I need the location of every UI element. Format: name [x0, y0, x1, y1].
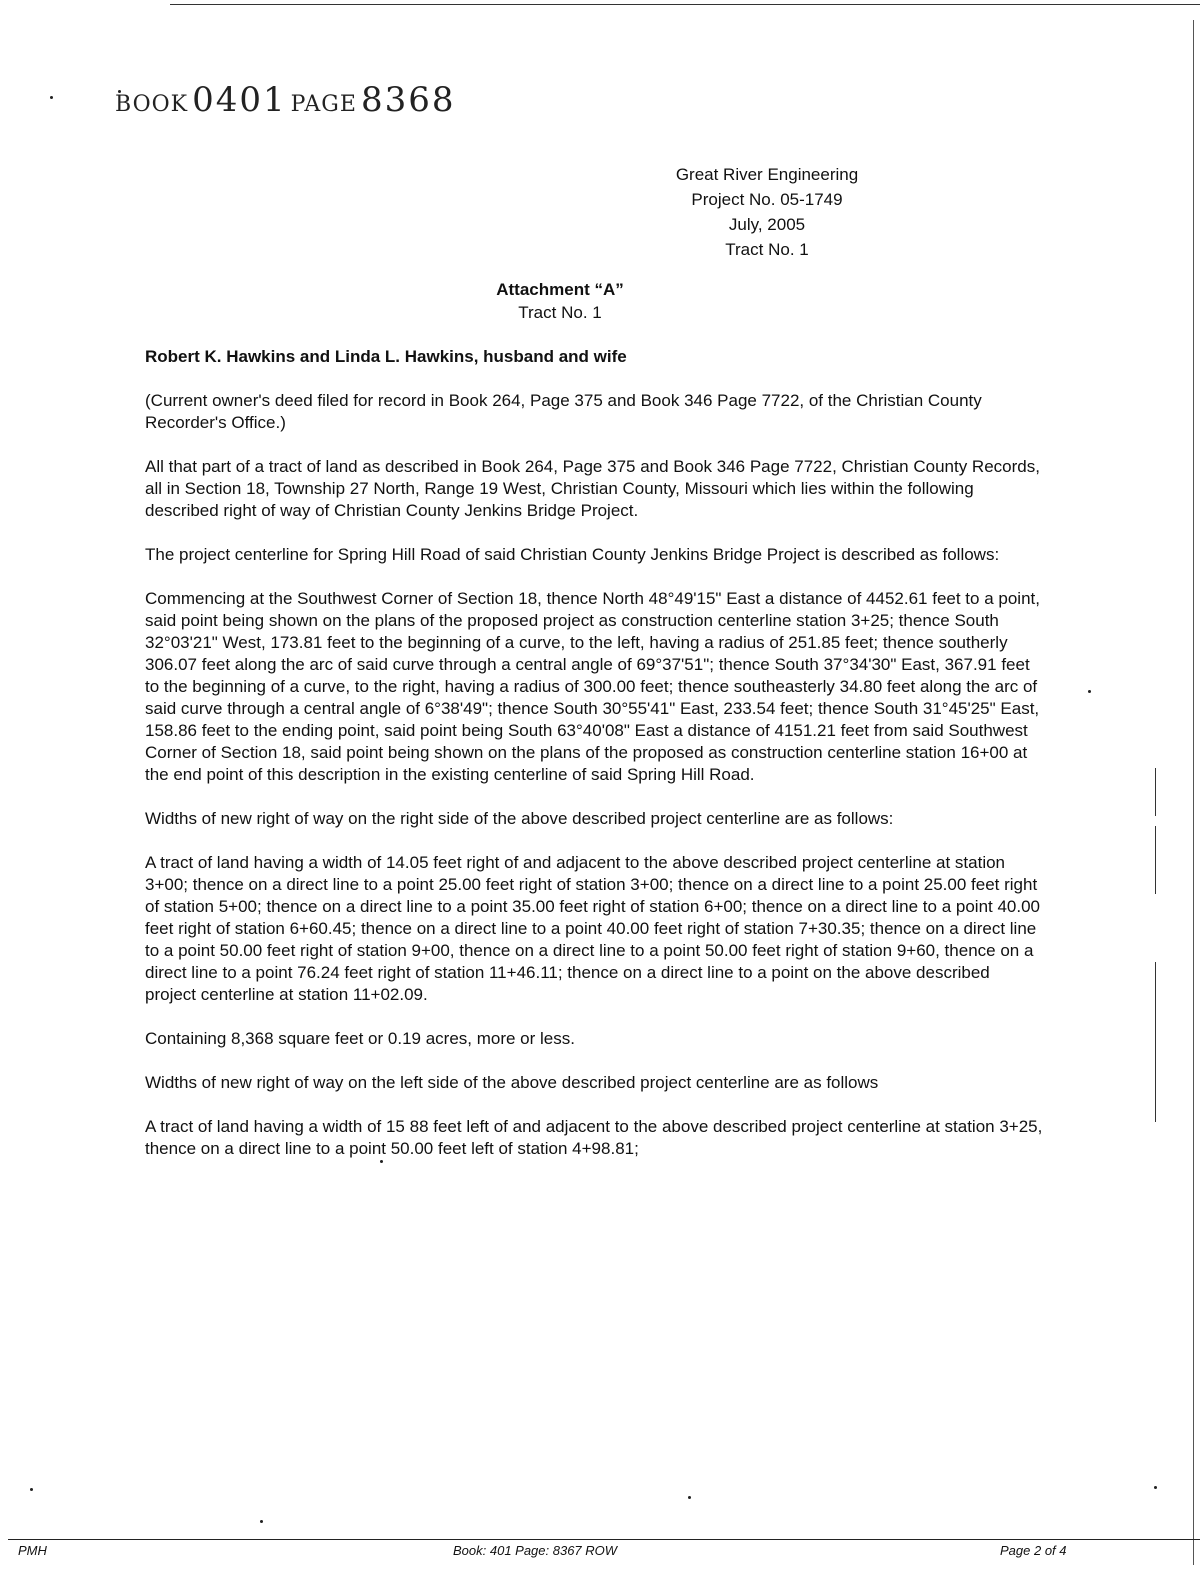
- right-side-intro: Widths of new right of way on the right side of the above described project centerline are as follows:: [145, 809, 894, 828]
- title-tract: Tract No. 1: [518, 303, 602, 322]
- footer-page-number: Page 2 of 4: [1000, 1543, 1067, 1558]
- right-border-line: [1193, 20, 1194, 1565]
- project-number: Project No. 05-1749: [691, 190, 843, 209]
- project-date: July, 2005: [728, 215, 806, 234]
- owner-names: Robert K. Hawkins and Linda L. Hawkins, husband and wife: [145, 347, 627, 366]
- page-number: 8368: [360, 80, 456, 120]
- footer-initials: PMH: [18, 1543, 47, 1558]
- centerline-intro: The project centerline for Spring Hill Road of said Christian County Jenkins Bridge Project is described as follows:: [145, 545, 1000, 564]
- top-border-line: [170, 4, 1200, 5]
- scan-speck: [1154, 1486, 1157, 1489]
- attachment-title: Attachment “A”: [496, 280, 624, 299]
- scan-mark: [1155, 962, 1156, 1122]
- scan-speck: [30, 1488, 33, 1491]
- scan-mark: [1155, 768, 1156, 816]
- tract-description: All that part of a tract of land as described in Book 264, Page 375 and Book 346 Page 7722, Christian County Records, all in Section 18, Township 27 North, Range 19 West, Christian County, Missouri which lies within the following described right of way of Christian County Jenkins Bridge Project.: [145, 457, 1040, 520]
- area-statement: Containing 8,368 square feet or 0.19 acres, more or less.: [145, 1029, 575, 1048]
- scan-speck: [260, 1520, 263, 1523]
- left-side-intro: Widths of new right of way on the left side of the above described project centerline are as follows: [145, 1073, 879, 1092]
- book-number: 0401: [192, 80, 287, 120]
- footer-rule: [8, 1539, 1200, 1540]
- scan-speck: [688, 1496, 691, 1499]
- engineering-header: [652, 162, 882, 262]
- left-side-description: A tract of land having a width of 15 88 feet left of and adjacent to the above described project centerline at station 3+25, thence on a direct line to a point 50.00 feet left of station 4+98.81;: [145, 1117, 1043, 1158]
- right-side-description: A tract of land having a width of 14.05 feet right of and adjacent to the above described project centerline at station 3+00; thence on a direct line to a point 25.00 feet right of station 3+00; thence on a direct line to a point 25.00 feet right of station 5+00; thence on a direct line to a point 35.00 feet right of station 6+00; thence on a direct line to a point 40.00 feet right of station 6+60.45; thence on a direct line to a point 40.00 feet right of station 7+30.35; thence on a direct line to a point 50.00 feet right of station 9+00, thence on a direct line to a point 50.00 feet right of station 9+60, thence on a direct line to a point 76.24 feet right of station 11+46.11; thence on a direct line to a point on the above described project centerline at station 11+02.09.: [145, 853, 1041, 1004]
- page-word: PAGE: [290, 92, 357, 117]
- book-page-stamp: [115, 80, 455, 120]
- book-word: BOOK: [115, 92, 189, 117]
- document-body: [145, 346, 1045, 1182]
- footer-book-reference: Book: 401 Page: 8367 ROW: [453, 1543, 618, 1558]
- document-title: [0, 278, 1120, 324]
- scan-mark: [1155, 826, 1156, 894]
- deed-reference: (Current owner's deed filed for record in Book 264, Page 375 and Book 346 Page 7722, of the Christian County Recorder's Office.): [145, 391, 982, 432]
- centerline-description: Commencing at the Southwest Corner of Section 18, thence North 48°49'15" East a distance of 4452.61 feet to a point, said point being shown on the plans of the proposed project as construction centerline station 3+25; thence South 32°03'21" West, 173.81 feet to the beginning of a curve, to the left, having a radius of 251.85 feet; thence southerly 306.07 feet along the arc of said curve through a central angle of 69°37'51"; thence South 37°34'30" East, 367.91 feet to the beginning of a curve, to the right, having a radius of 300.00 feet; thence southeasterly 34.80 feet along the arc of said curve through a central angle of 6°38'49"; thence South 30°55'41" East, 233.54 feet; thence South 31°45'25" East, 158.86 feet to the ending point, said point being South 63°40'08" East a distance of 4151.21 feet from said Southwest Corner of Section 18, said point being shown on the plans of the proposed as construction centerline station 16+00 at the end point of this description in the existing centerline of said Spring Hill Road.: [145, 589, 1040, 784]
- scan-speck: [50, 96, 53, 99]
- scan-speck: [1088, 690, 1091, 693]
- company-name: Great River Engineering: [675, 165, 859, 184]
- header-tract: Tract No. 1: [725, 240, 809, 259]
